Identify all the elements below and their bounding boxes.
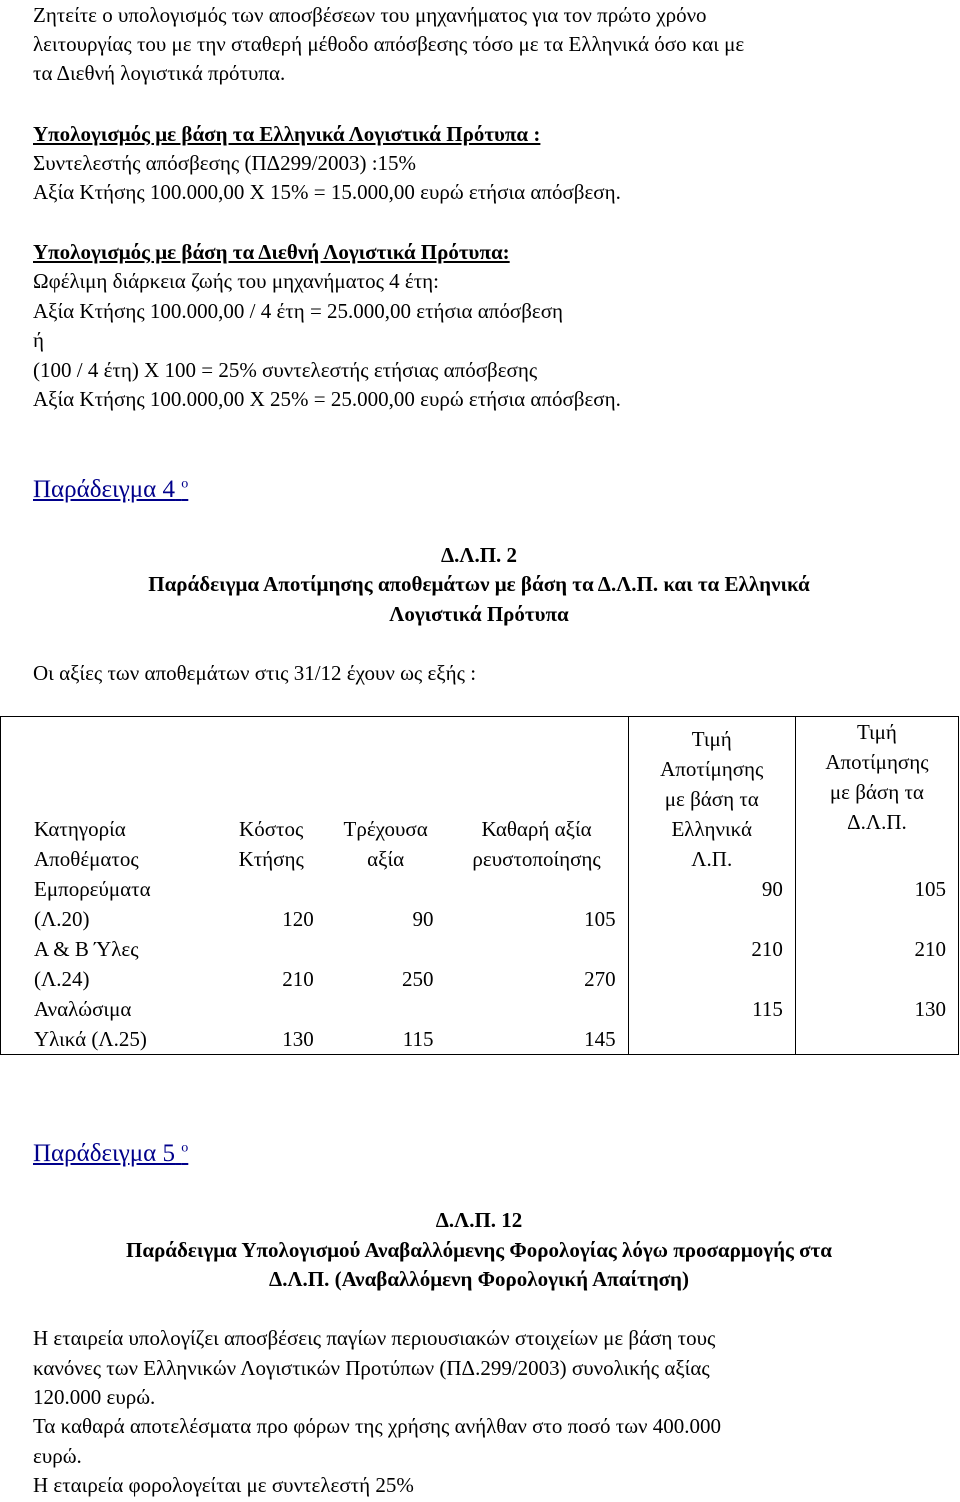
- header-cost-line-2: Κτήσης: [238, 847, 304, 871]
- row-2-ias: 210: [795, 934, 958, 994]
- intro-line-3: τα Διεθνή λογιστικά πρότυπα.: [33, 61, 286, 85]
- header-greek-line-5: Λ.Π.: [691, 847, 733, 871]
- example-4-subtitle-2: Λογιστικά Πρότυπα: [389, 602, 569, 626]
- example-4-ordinal: ο: [181, 476, 189, 492]
- row-2-category-line-2: (Λ.24): [34, 967, 90, 991]
- header-ias-valuation: [795, 717, 958, 875]
- header-greek-valuation: [628, 717, 795, 875]
- row-3-category: [1, 994, 217, 1055]
- example-5-line-3: 120.000 ευρώ.: [33, 1385, 156, 1409]
- intl-calc-heading: Υπολογισμός με βάση τα Διεθνή Λογιστικά Πρότυπα:: [33, 240, 510, 264]
- row-1-ias: 105: [795, 874, 958, 934]
- intl-calc-line-4: (100 / 4 έτη) Χ 100 = 25% συντελεστής ετήσιας απόσβεσης: [33, 358, 538, 382]
- header-category: [1, 717, 217, 875]
- example-5-title: [33, 1140, 188, 1168]
- row-3-category-line-1: Αναλώσιμα: [34, 997, 132, 1021]
- header-ias-line-3: με βάση τα: [829, 780, 924, 804]
- example-5-subtitle-1: Παράδειγμα Υπολογισμού Αναβαλλόμενης Φορολογίας λόγω προσαρμογής στα: [126, 1238, 832, 1262]
- header-current-line-2: αξία: [367, 847, 405, 871]
- example-5-line-6: Η εταιρεία φορολογείται με συντελεστή 25%: [33, 1473, 414, 1497]
- header-current-line-1: Τρέχουσα: [343, 817, 428, 841]
- example-4-intro: Οι αξίες των αποθεμάτων στις 31/12 έχουν ως εξής :: [33, 661, 477, 685]
- table-row: [1, 934, 959, 994]
- table-row: [1, 874, 959, 934]
- example-5-subtitle-2: Δ.Λ.Π. (Αναβαλλόμενη Φορολογική Απαίτηση): [269, 1267, 689, 1291]
- example-5-title-text: Παράδειγμα 5: [33, 1140, 176, 1167]
- example-5-line-4: Τα καθαρά αποτελέσματα προ φόρων της χρήσης ανήλθαν στο ποσό των 400.000: [33, 1414, 722, 1438]
- example-4-title: [33, 476, 188, 504]
- header-greek-line-1: Τιμή: [691, 727, 732, 751]
- row-1-greek: 90: [628, 874, 795, 934]
- example-4-title-text: Παράδειγμα 4: [33, 476, 176, 503]
- row-2-net: 270: [584, 967, 616, 991]
- table-row: [1, 994, 959, 1055]
- example-5-standard: Δ.Λ.Π. 12: [435, 1208, 523, 1232]
- greek-calc-line-2: Αξία Κτήσης 100.000,00 Χ 15% = 15.000,00 ευρώ ετήσια απόσβεση.: [33, 180, 621, 204]
- header-net-line-1: Καθαρή αξία: [481, 817, 592, 841]
- row-1-cost: 120: [282, 907, 314, 931]
- header-ias-line-4: Δ.Λ.Π.: [847, 810, 907, 834]
- intl-calc-line-2: Αξία Κτήσης 100.000,00 / 4 έτη = 25.000,00 ετήσια απόσβεση: [33, 299, 563, 323]
- row-3-cost: 130: [217, 994, 326, 1055]
- table-header-row: [1, 717, 959, 875]
- example-4-standard: Δ.Λ.Π. 2: [440, 543, 518, 567]
- intro-line-1: Ζητείτε ο υπολογισμός των αποσβέσεων του μηχανήματος για τον πρώτο χρόνο: [33, 3, 707, 27]
- header-cost: [217, 717, 326, 875]
- row-2-current: 250: [402, 967, 434, 991]
- row-1-net: 105: [584, 907, 616, 931]
- header-current: [326, 717, 446, 875]
- row-1-category-line-2: (Λ.20): [34, 907, 90, 931]
- row-3-ias: 130: [795, 994, 958, 1055]
- row-1-current: 90: [412, 907, 434, 931]
- greek-calc-line-1: Συντελεστής απόσβεσης (ΠΔ299/2003) :15%: [33, 151, 417, 175]
- row-1-category-line-1: Εμπορεύματα: [34, 877, 151, 901]
- row-1-category: [1, 874, 217, 934]
- row-2-category: [1, 934, 217, 994]
- row-3-net: 145: [446, 994, 629, 1055]
- header-net-line-2: ρευστοποίησης: [472, 847, 601, 871]
- header-category-line-1: Κατηγορία: [34, 817, 126, 841]
- header-category-line-2: Αποθέματος: [34, 847, 139, 871]
- header-ias-line-1: Τιμή: [856, 720, 897, 744]
- intl-calc-line-3: ή: [33, 328, 44, 352]
- example-5-line-1: Η εταιρεία υπολογίζει αποσβέσεις παγίων περιουσιακών στοιχείων με βάση τους: [33, 1326, 716, 1350]
- intl-calc-line-1: Ωφέλιμη διάρκεια ζωής του μηχανήματος 4 έτη:: [33, 269, 440, 293]
- intro-line-2: λειτουργίας του με την σταθερή μέθοδο απόσβεσης τόσο με τα Ελληνικά όσο και με: [33, 32, 745, 56]
- row-3-category-line-2: Υλικά (Λ.25): [34, 1027, 147, 1051]
- header-ias-line-2: Αποτίμησης: [825, 750, 929, 774]
- row-2-greek: 210: [628, 934, 795, 994]
- example-5-ordinal: ο: [181, 1140, 189, 1156]
- row-2-category-line-1: Α & Β Ύλες: [34, 937, 139, 961]
- greek-calc-heading: Υπολογισμός με βάση τα Ελληνικά Λογιστικά Πρότυπα :: [33, 122, 541, 146]
- example-5-line-2: κανόνες των Ελληνικών Λογιστικών Προτύπων (ΠΔ.299/2003) συνολικής αξίας: [33, 1356, 710, 1380]
- header-greek-line-4: Ελληνικά: [671, 817, 753, 841]
- header-greek-line-2: Αποτίμησης: [660, 757, 764, 781]
- example-4-subtitle-1: Παράδειγμα Αποτίμησης αποθεμάτων με βάση τα Δ.Λ.Π. και τα Ελληνικά: [148, 572, 810, 596]
- inventory-valuation-table: [0, 716, 959, 1055]
- intl-calc-line-5: Αξία Κτήσης 100.000,00 Χ 25% = 25.000,00 ευρώ ετήσια απόσβεση.: [33, 387, 621, 411]
- row-3-greek: 115: [628, 994, 795, 1055]
- row-3-current: 115: [326, 994, 446, 1055]
- header-cost-line-1: Κόστος: [239, 817, 304, 841]
- row-2-cost: 210: [282, 967, 314, 991]
- header-net: [446, 717, 629, 875]
- header-greek-line-3: με βάση τα: [664, 787, 759, 811]
- example-5-line-5: ευρώ.: [33, 1444, 82, 1468]
